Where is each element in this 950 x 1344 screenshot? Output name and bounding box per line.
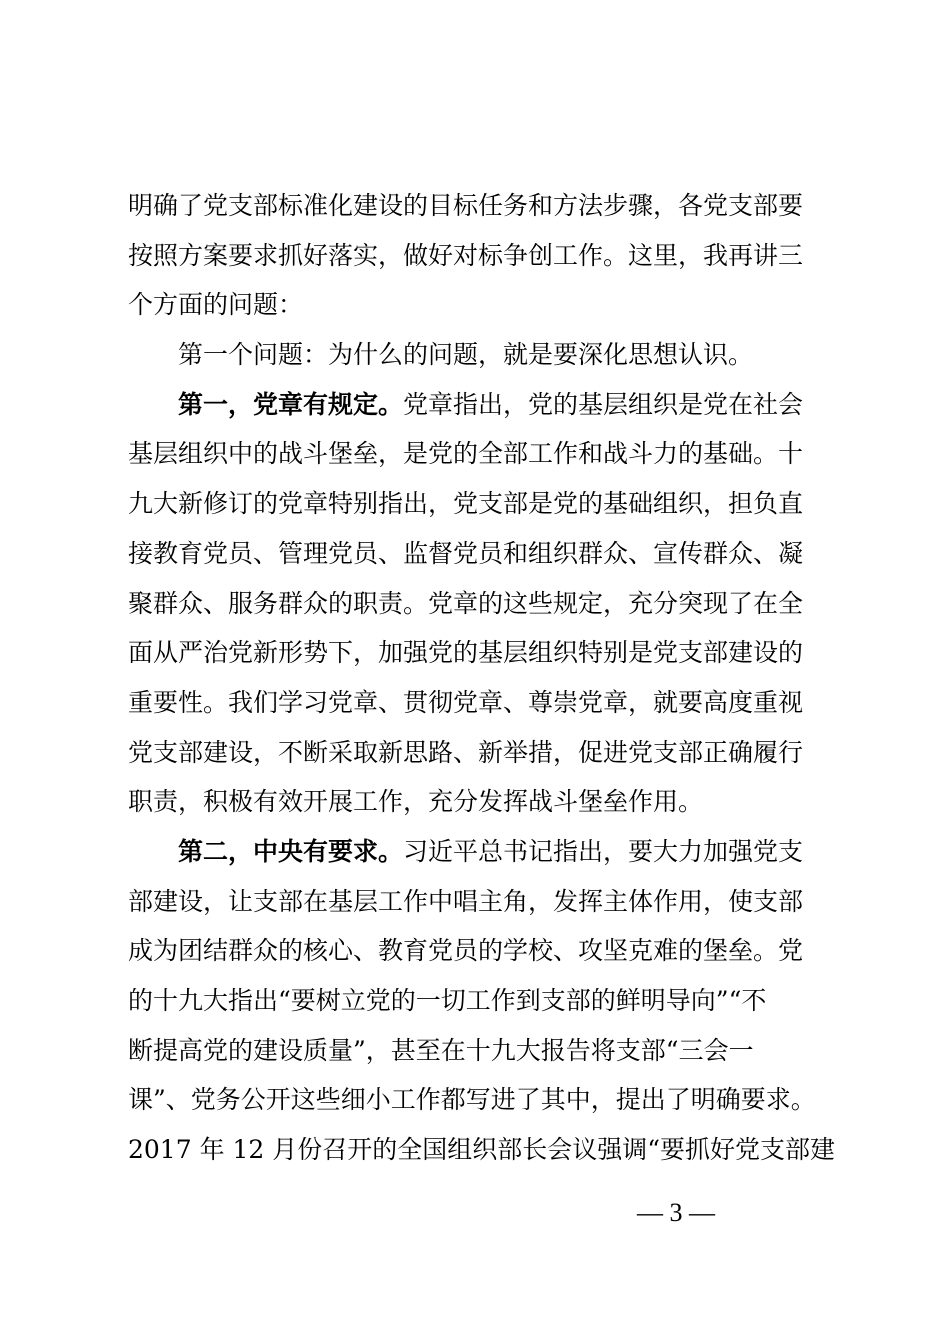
line-text: 2017 年 12 月份召开的全国组织部长会议强调“要抓好党支部建 bbox=[128, 1135, 836, 1165]
text-line bbox=[128, 529, 828, 579]
document-body bbox=[128, 181, 836, 1175]
line-text: 按照方案要求抓好落实，做好对标争创工作。这里，我再讲三 bbox=[128, 240, 804, 270]
paragraph-first-line bbox=[128, 827, 828, 877]
line-text: 党支部建设，不断采取新思路、新举措，促进党支部正确履行 bbox=[128, 737, 804, 767]
text-line bbox=[128, 976, 828, 1026]
text-line bbox=[128, 678, 828, 728]
line-text: 面从严治党新形势下，加强党的基层组织特别是党支部建设的 bbox=[128, 638, 804, 668]
text-line bbox=[128, 479, 828, 529]
line-text: 成为团结群众的核心、教育党员的学校、攻坚克难的堡垒。党 bbox=[128, 936, 804, 966]
line-text: 个方面的问题： bbox=[128, 290, 304, 320]
line-text: 聚群众、服务群众的职责。党章的这些规定，充分突现了在全 bbox=[128, 588, 804, 618]
line-text: 课”、党务公开这些细小工作都写进了其中，提出了明确要求。 bbox=[128, 1085, 816, 1115]
text-line bbox=[128, 1026, 828, 1076]
text-line bbox=[128, 926, 828, 976]
line-text: 习近平总书记指出，要大力加强党支 bbox=[403, 836, 804, 866]
text-line bbox=[128, 1075, 828, 1125]
text-line bbox=[128, 628, 828, 678]
line-text: 断提高党的建设质量”，甚至在十九大报告将支部“三会一 bbox=[128, 1035, 754, 1065]
line-text: 明确了党支部标准化建设的目标任务和方法步骤，各党支部要 bbox=[128, 191, 804, 220]
line-text: 党章指出，党的基层组织是党在社会 bbox=[403, 389, 804, 419]
line-text: 基层组织中的战斗堡垒，是党的全部工作和战斗力的基础。十 bbox=[128, 439, 804, 469]
text-line bbox=[128, 777, 828, 827]
text-line bbox=[128, 1125, 836, 1175]
paragraph-first-line bbox=[128, 380, 828, 430]
bold-lead-in: 第二，中央有要求。 bbox=[178, 836, 404, 866]
line-text: 部建设，让支部在基层工作中唱主角，发挥主体作用，使支部 bbox=[128, 886, 804, 916]
line-text: 接教育党员、管理党员、监督党员和组织群众、宣传群众、凝 bbox=[128, 538, 804, 568]
text-line bbox=[128, 280, 828, 330]
line-text: 职责，积极有效开展工作，充分发挥战斗堡垒作用。 bbox=[128, 787, 704, 817]
text-line bbox=[128, 429, 828, 479]
line-text: 九大新修订的党章特别指出，党支部是党的基础组织，担负直 bbox=[128, 489, 804, 519]
page-number: — 3 — bbox=[637, 1198, 715, 1227]
bold-lead-in: 第一，党章有规定。 bbox=[178, 389, 404, 419]
text-line bbox=[128, 231, 828, 281]
section-heading bbox=[128, 330, 828, 380]
text-line bbox=[128, 181, 828, 231]
heading-text: 第一个问题：为什么的问题，就是要深化思想认识。 bbox=[178, 340, 754, 370]
text-line bbox=[128, 877, 828, 927]
text-line bbox=[128, 728, 828, 778]
line-text: 重要性。我们学习党章、贯彻党章、尊崇党章，就要高度重视 bbox=[128, 687, 804, 717]
text-line bbox=[128, 579, 828, 629]
line-text: 的十九大指出“要树立党的一切工作到支部的鲜明导向”“不 bbox=[128, 986, 767, 1015]
